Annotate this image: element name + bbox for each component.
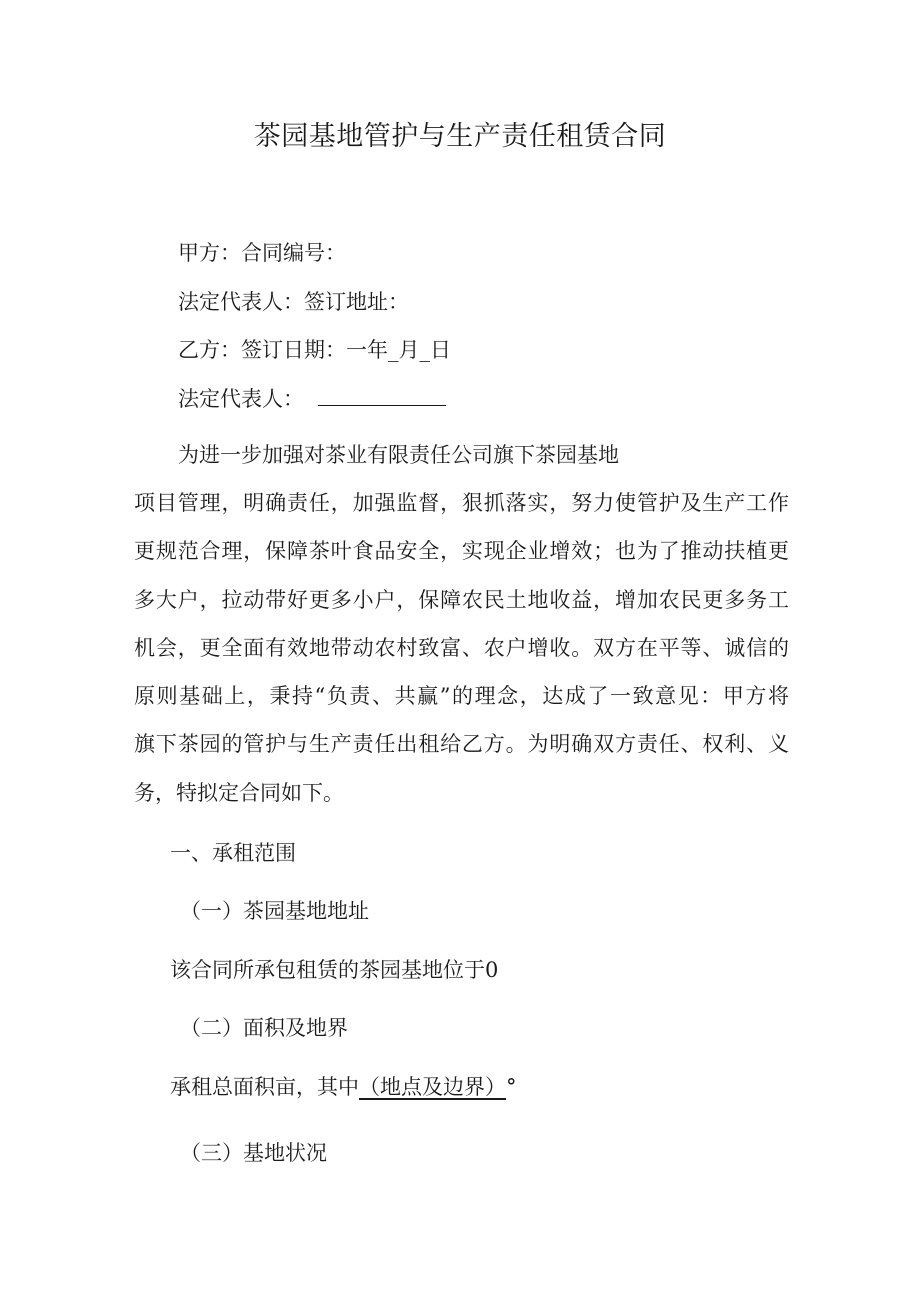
legal-rep-b-label: 法定代表人：	[178, 387, 304, 411]
preamble-line: 项目管理，明确责任，加强监督，狠抓落实，努力使管护及生产工作	[134, 491, 789, 515]
subsection-heading: （一）茶园基地地址	[180, 899, 369, 923]
location-boundary-underlined: （地点及边界）	[359, 1075, 506, 1099]
subsection-heading: （二）面积及地界	[180, 1016, 348, 1040]
subsection-heading: （三）基地状况	[180, 1141, 327, 1165]
preamble-line: 旗下茶园的管护与生产责任出租给乙方。为明确双方责任、权利、义	[134, 732, 789, 756]
preamble-line: 更规范合理，保障茶叶食品安全，实现企业增效；也为了推动扶植更	[134, 539, 789, 563]
subsection-text	[170, 1074, 517, 1100]
preamble-line: 务，特拟定合同如下。	[134, 781, 344, 805]
signature-blank[interactable]	[318, 387, 446, 406]
area-text-suffix: °	[506, 1075, 517, 1099]
area-text: 承租总面积亩，其中	[170, 1075, 359, 1099]
section-heading: 一、承租范围	[170, 841, 296, 865]
document-title: 茶园基地管护与生产责任租赁合同	[253, 121, 667, 152]
preamble-line: 多大户，拉动带好更多小户，保障农民土地收益，增加农民更多务工	[134, 588, 789, 612]
preamble-line: 原则基础上，秉持“负责、共赢”的理念，达成了一致意见：甲方将	[134, 684, 789, 708]
preamble-line: 机会，更全面有效地带动农村致富、农户增收。双方在平等、诚信的	[134, 636, 789, 660]
legal-rep-a-field: 法定代表人：签订地址：	[178, 290, 409, 314]
legal-rep-b-row	[178, 386, 446, 412]
party-b-field: 乙方：签订日期：一年_月_日	[178, 338, 451, 362]
party-a-field: 甲方：合同编号：	[178, 241, 346, 265]
subsection-text: 该合同所承包租赁的茶园基地位于0	[170, 958, 499, 982]
preamble-line: 为进一步加强对茶业有限责任公司旗下茶园基地	[178, 443, 619, 467]
